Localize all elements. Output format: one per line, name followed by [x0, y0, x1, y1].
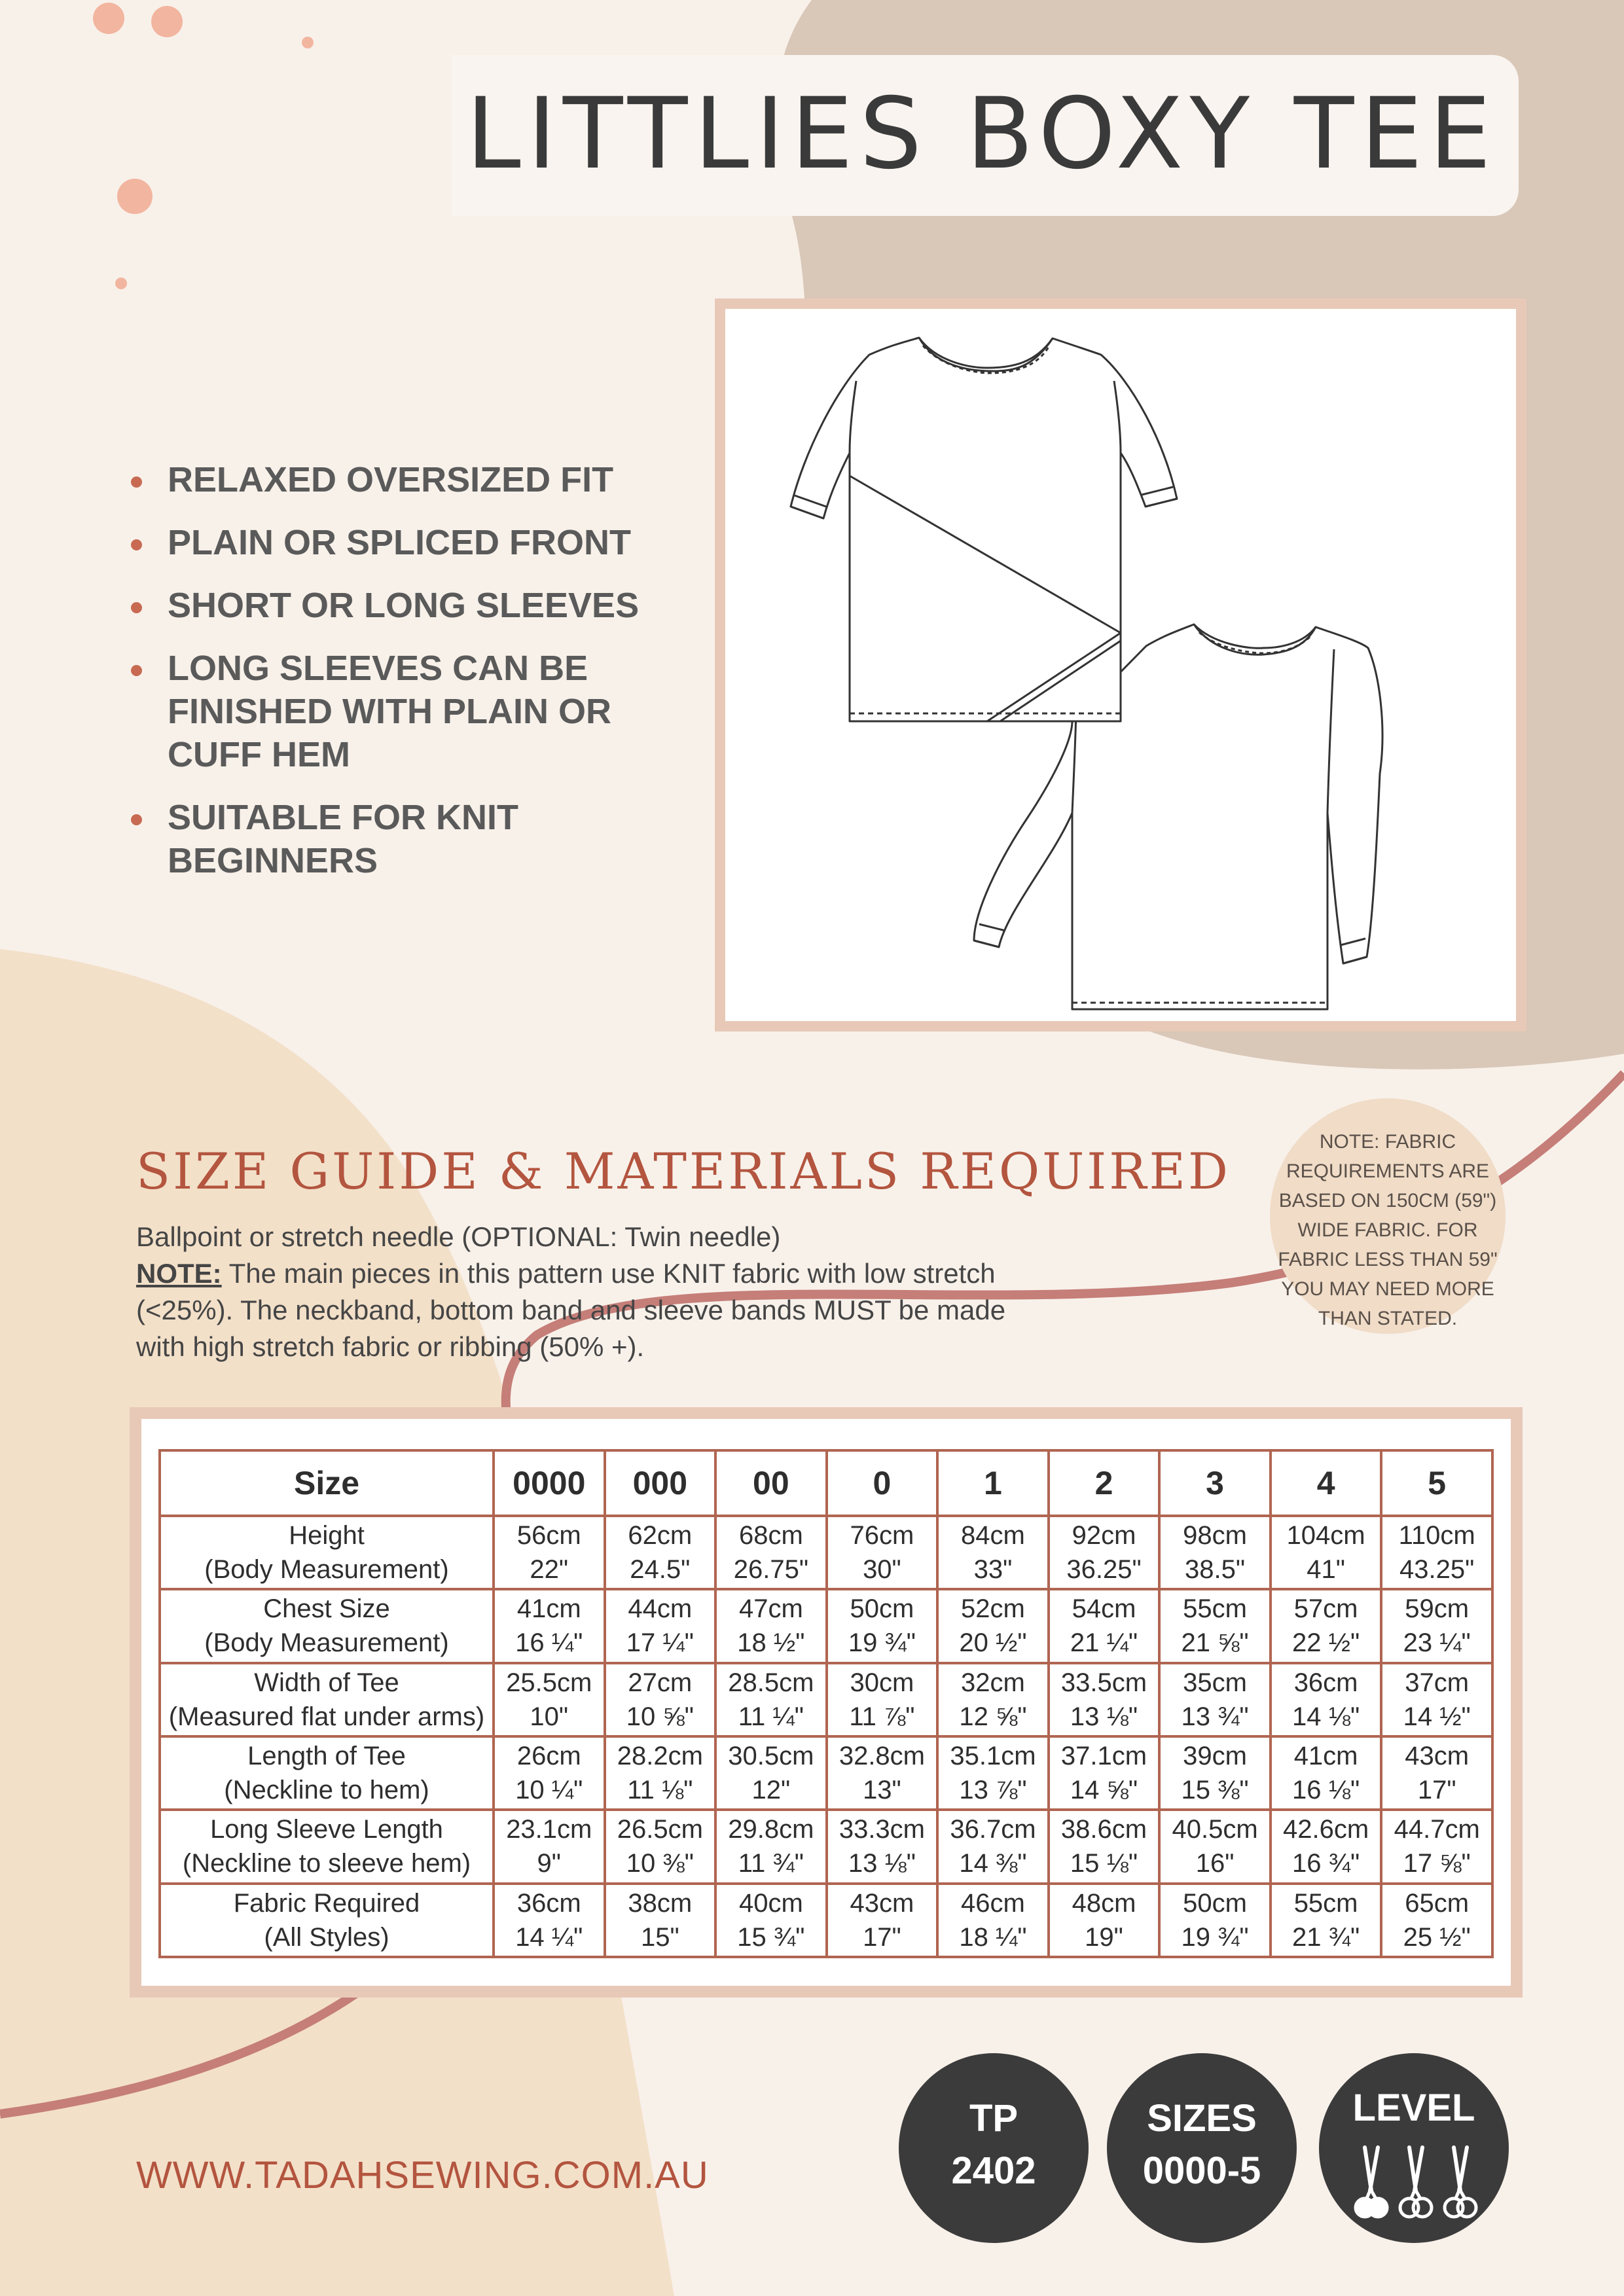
measurement-cell: [605, 1516, 716, 1589]
measurement-value: 65cm: [1405, 1888, 1470, 1918]
measurement-value: 42.6cm: [1283, 1815, 1369, 1844]
row-label-line: Long Sleeve Length: [210, 1815, 443, 1844]
measurement-value: 33.3cm: [839, 1815, 925, 1844]
note-label: NOTE:: [136, 1258, 222, 1289]
measurement-value: 9": [537, 1849, 561, 1878]
measurement-value: 15 ¾": [737, 1922, 805, 1952]
size-header: 3: [1159, 1450, 1271, 1516]
measurement-value: 27cm: [628, 1668, 693, 1697]
row-label: [160, 1663, 494, 1736]
measurement-value: 62cm: [628, 1521, 693, 1551]
badge-line: 2402: [951, 2149, 1036, 2192]
measurement-cell: [1271, 1516, 1382, 1589]
measurement-cell: [937, 1884, 1049, 1957]
measurement-value: 19": [1085, 1922, 1123, 1952]
measurement-value: 44.7cm: [1394, 1815, 1480, 1844]
row-label-line: (All Styles): [264, 1922, 389, 1952]
measurement-value: 92cm: [1072, 1521, 1136, 1551]
measurement-cell: [1271, 1810, 1382, 1883]
measurement-cell: [1049, 1736, 1160, 1810]
measurement-value: 30.5cm: [728, 1742, 814, 1771]
measurement-cell: [605, 1736, 716, 1810]
measurement-value: 57cm: [1293, 1594, 1358, 1624]
measurement-cell: [1049, 1663, 1160, 1736]
measurement-value: 11 ¾": [738, 1849, 804, 1878]
measurement-value: 20 ½": [959, 1628, 1027, 1658]
measurement-value: 104cm: [1286, 1521, 1365, 1551]
measurement-value: 44cm: [628, 1594, 693, 1624]
measurement-value: 13": [863, 1776, 901, 1805]
measurement-cell: [605, 1810, 716, 1883]
measurement-value: 55cm: [1293, 1888, 1358, 1918]
feature-item: SHORT OR LONG SLEEVES: [128, 584, 652, 627]
feature-item: RELAXED OVERSIZED FIT: [128, 458, 652, 501]
measurement-cell: [827, 1516, 938, 1589]
measurement-value: 40.5cm: [1172, 1815, 1258, 1844]
measurement-value: 39cm: [1183, 1742, 1247, 1771]
row-label-line: (Neckline to sleeve hem): [182, 1849, 471, 1878]
measurement-cell: [605, 1663, 716, 1736]
badge-line: LEVEL: [1352, 2087, 1475, 2129]
fabric-note-text: NOTE: FABRIC REQUIREMENTS ARE BASED ON 150CM (59") WIDE FABRIC. FOR FABRIC LESS THAN 59" YOU MAY NEED MORE THAN STATED.: [1278, 1131, 1498, 1329]
measurement-cell: [605, 1589, 716, 1662]
measurement-value: 15": [640, 1922, 679, 1952]
row-label-line: (Measured flat under arms): [168, 1702, 485, 1731]
table-row: [160, 1884, 1492, 1957]
measurement-value: 23 ¼": [1403, 1628, 1471, 1658]
measurement-value: 13 ⅛": [1070, 1702, 1138, 1731]
measurement-value: 18 ½": [737, 1628, 805, 1658]
measurement-cell: [715, 1589, 827, 1662]
measurement-value: 38.6cm: [1060, 1815, 1147, 1844]
badge-line: 0000-5: [1142, 2149, 1261, 2192]
measurement-value: 25.5cm: [506, 1668, 592, 1697]
measurement-value: 11 ¼": [738, 1702, 804, 1731]
measurement-value: 37.1cm: [1060, 1742, 1147, 1771]
measurement-value: 22 ½": [1292, 1628, 1360, 1658]
measurement-value: 14 ⅝": [1070, 1776, 1138, 1805]
level-scissors: [1345, 2145, 1483, 2230]
measurement-cell: [494, 1884, 605, 1957]
table-row: [160, 1516, 1492, 1589]
measurement-cell: [1159, 1736, 1271, 1810]
measurement-value: 22": [530, 1555, 569, 1585]
size-header-label: Size: [160, 1450, 494, 1516]
size-header: 4: [1271, 1450, 1382, 1516]
table-row: [160, 1810, 1492, 1883]
measurement-cell: [1159, 1663, 1271, 1736]
measurement-value: 19 ¾": [1181, 1922, 1249, 1952]
fabric-requirement-note: [136, 1255, 1013, 1365]
measurement-value: 33": [973, 1555, 1013, 1585]
measurement-cell: [1381, 1589, 1492, 1662]
scissors-part: [1365, 2147, 1378, 2191]
measurement-value: 56cm: [516, 1521, 581, 1551]
size-table-frame: [130, 1407, 1523, 1998]
scissors-icon: [1356, 2147, 1387, 2217]
measurement-cell: [1159, 1884, 1271, 1957]
measurement-value: 32.8cm: [839, 1742, 925, 1771]
measurement-cell: [1049, 1884, 1160, 1957]
size-header: 0000: [494, 1450, 605, 1516]
row-label-line: (Body Measurement): [204, 1555, 449, 1585]
measurement-value: 21 ⅝": [1181, 1628, 1249, 1658]
level-badge: [1319, 2053, 1509, 2243]
needle-requirement: Ballpoint or stretch needle (OPTIONAL: Twin needle): [136, 1221, 781, 1252]
measurement-cell: [1381, 1884, 1492, 1957]
measurement-value: 16 ⅛": [1292, 1776, 1360, 1805]
measurement-value: 41cm: [1293, 1742, 1358, 1771]
measurement-value: 26.5cm: [617, 1815, 703, 1844]
measurement-value: 36cm: [516, 1888, 581, 1918]
measurement-value: 38.5": [1185, 1555, 1246, 1585]
scissors-part: [1455, 2191, 1466, 2200]
measurement-value: 36cm: [1293, 1668, 1358, 1697]
measurement-value: 16 ¾": [1292, 1849, 1360, 1878]
measurement-cell: [827, 1663, 938, 1736]
size-header: 2: [1049, 1450, 1160, 1516]
measurement-value: 21 ¼": [1070, 1628, 1138, 1658]
row-label-line: Length of Tee: [247, 1742, 406, 1771]
website-link[interactable]: WWW.TADAHSEWING.COM.AU: [136, 2154, 709, 2197]
row-label: [160, 1736, 494, 1810]
measurement-value: 28.2cm: [617, 1742, 703, 1771]
measurement-cell: [715, 1884, 827, 1957]
table-row: [160, 1589, 1492, 1662]
measurement-cell: [1271, 1736, 1382, 1810]
section-title: SIZE GUIDE & MATERIALS REQUIRED: [136, 1142, 1231, 1200]
measurement-value: 23.1cm: [506, 1815, 592, 1844]
measurement-value: 37cm: [1405, 1668, 1470, 1697]
measurement-value: 12 ⅝": [959, 1702, 1027, 1731]
measurement-value: 14 ½": [1403, 1702, 1471, 1731]
measurement-cell: [1049, 1810, 1160, 1883]
scissors-part: [1458, 2198, 1476, 2217]
measurement-value: 10 ⅜": [626, 1849, 694, 1878]
measurement-value: 41cm: [516, 1594, 581, 1624]
measurement-value: 16 ¼": [515, 1628, 583, 1658]
measurement-value: 18 ¼": [959, 1922, 1027, 1952]
size-header: 000: [605, 1450, 716, 1516]
measurement-value: 13 ⅛": [848, 1849, 916, 1878]
row-label: [160, 1589, 494, 1662]
measurement-value: 29.8cm: [728, 1815, 814, 1844]
row-label-line: Fabric Required: [233, 1888, 420, 1918]
tee-flat-drawings: [725, 309, 1516, 1021]
measurement-value: 50cm: [850, 1594, 914, 1624]
measurement-cell: [494, 1663, 605, 1736]
pattern-number-badge: [899, 2053, 1089, 2243]
scissors-part: [1454, 2147, 1467, 2191]
decor-dot: [93, 3, 124, 34]
measurement-value: 17 ⅝": [1403, 1849, 1471, 1878]
scissors-part: [1366, 2191, 1377, 2200]
measurement-cell: [827, 1736, 938, 1810]
measurement-value: 46cm: [961, 1888, 1025, 1918]
measurement-value: 26cm: [516, 1742, 581, 1771]
measurement-value: 110cm: [1398, 1521, 1475, 1551]
measurement-value: 14 ¼": [515, 1922, 583, 1952]
measurement-value: 35.1cm: [950, 1742, 1036, 1771]
measurement-value: 16": [1195, 1849, 1235, 1878]
measurement-value: 15 ⅜": [1181, 1776, 1249, 1805]
page-title: LITTLIES BOXY TEE: [466, 77, 1498, 191]
feature-item: LONG SLEEVES CAN BE FINISHED WITH PLAIN OR CUFF HEM: [128, 647, 652, 776]
measurement-cell: [1159, 1589, 1271, 1662]
measurement-value: 13 ⅞": [959, 1776, 1027, 1805]
measurement-value: 68cm: [738, 1521, 803, 1551]
decor-dot: [117, 179, 153, 214]
garment-illustration-frame: [715, 298, 1526, 1031]
measurement-cell: [937, 1663, 1049, 1736]
measurement-cell: [715, 1516, 827, 1589]
decor-dot: [302, 37, 314, 48]
measurement-value: 40cm: [738, 1888, 803, 1918]
measurement-value: 32cm: [961, 1668, 1025, 1697]
measurement-cell: [715, 1810, 827, 1883]
measurement-value: 48cm: [1072, 1888, 1136, 1918]
measurement-cell: [1049, 1516, 1160, 1589]
row-label: [160, 1810, 494, 1883]
measurement-value: 25 ½": [1403, 1922, 1471, 1952]
measurement-value: 11 ⅞": [849, 1702, 915, 1731]
measurement-value: 10 ⅝": [626, 1702, 694, 1731]
measurement-value: 10": [530, 1702, 569, 1731]
measurement-value: 38cm: [628, 1888, 693, 1918]
size-header: 1: [937, 1450, 1049, 1516]
measurement-value: 14 ⅛": [1292, 1702, 1360, 1731]
measurement-cell: [1381, 1663, 1492, 1736]
measurement-value: 21 ¾": [1292, 1922, 1360, 1952]
measurement-value: 36.25": [1066, 1555, 1142, 1585]
row-label-line: Width of Tee: [254, 1668, 399, 1697]
row-label-line: (Neckline to hem): [224, 1776, 429, 1805]
measurement-value: 30": [863, 1555, 901, 1585]
measurement-value: 33.5cm: [1060, 1668, 1147, 1697]
measurement-cell: [1159, 1516, 1271, 1589]
measurement-cell: [715, 1663, 827, 1736]
measurement-value: 50cm: [1183, 1888, 1247, 1918]
scissors-part: [1409, 2147, 1422, 2191]
measurement-value: 43cm: [1405, 1742, 1470, 1771]
measurement-value: 43cm: [850, 1888, 914, 1918]
measurement-cell: [937, 1810, 1049, 1883]
measurement-cell: [1381, 1736, 1492, 1810]
measurement-cell: [1049, 1589, 1160, 1662]
measurement-value: 41": [1307, 1555, 1345, 1585]
size-header: 0: [827, 1450, 938, 1516]
garment-illustration: [725, 309, 1516, 1021]
measurement-value: 11 ⅛": [627, 1776, 693, 1805]
measurement-value: 28.5cm: [728, 1668, 814, 1697]
materials-text: [136, 1219, 1013, 1365]
measurement-value: 14 ⅜": [959, 1849, 1027, 1878]
measurement-cell: [1271, 1663, 1382, 1736]
row-label: [160, 1516, 494, 1589]
feature-list: [128, 458, 652, 902]
measurement-value: 84cm: [961, 1521, 1025, 1551]
row-label-line: Chest Size: [263, 1594, 390, 1624]
sizes-badge: [1107, 2053, 1297, 2243]
measurement-value: 43.25": [1399, 1555, 1475, 1585]
measurement-value: 54cm: [1072, 1594, 1136, 1624]
row-label-line: Height: [289, 1521, 365, 1551]
measurement-cell: [1381, 1810, 1492, 1883]
size-table-panel: [141, 1419, 1511, 1986]
measurement-cell: [827, 1810, 938, 1883]
measurement-cell: [494, 1810, 605, 1883]
table-row: [160, 1663, 1492, 1736]
measurement-value: 10 ¼": [515, 1776, 583, 1805]
decor-dot: [115, 278, 127, 289]
badge-line: TP: [969, 2097, 1019, 2140]
measurement-value: 15 ⅛": [1070, 1849, 1138, 1878]
scissors-icon: [1445, 2147, 1476, 2217]
size-header: 00: [715, 1450, 827, 1516]
size-table-body: [160, 1516, 1492, 1957]
measurement-value: 98cm: [1183, 1521, 1247, 1551]
measurement-value: 17": [863, 1922, 901, 1952]
measurement-value: 55cm: [1183, 1594, 1247, 1624]
measurement-value: 19 ¾": [848, 1628, 916, 1658]
scissors-icon: [1400, 2147, 1432, 2217]
size-header: 5: [1381, 1450, 1492, 1516]
size-header-row: [160, 1450, 1492, 1516]
measurement-value: 24.5": [630, 1555, 691, 1585]
scissors-part: [1411, 2191, 1421, 2200]
measurement-value: 12": [751, 1776, 791, 1805]
measurement-cell: [494, 1589, 605, 1662]
measurement-cell: [937, 1589, 1049, 1662]
measurement-value: 17": [1417, 1776, 1456, 1805]
measurement-value: 47cm: [738, 1594, 803, 1624]
short-sleeve-tee-drawing: [791, 338, 1177, 721]
size-table: [158, 1449, 1494, 1958]
measurement-value: 17 ¼": [626, 1628, 694, 1658]
scissors-part: [1413, 2198, 1432, 2217]
measurement-cell: [1381, 1516, 1492, 1589]
measurement-value: 35cm: [1183, 1668, 1247, 1697]
measurement-cell: [827, 1589, 938, 1662]
measurement-cell: [827, 1884, 938, 1957]
measurement-value: 36.7cm: [950, 1815, 1036, 1844]
decor-dot: [151, 6, 183, 37]
measurement-value: 13 ¾": [1181, 1702, 1249, 1731]
measurement-cell: [494, 1516, 605, 1589]
row-label-line: (Body Measurement): [204, 1628, 449, 1658]
measurement-value: 30cm: [850, 1668, 914, 1697]
measurement-value: 52cm: [961, 1594, 1025, 1624]
measurement-cell: [1271, 1884, 1382, 1957]
measurement-cell: [937, 1736, 1049, 1810]
measurement-value: 26.75": [733, 1555, 809, 1585]
row-label: [160, 1884, 494, 1957]
table-row: [160, 1736, 1492, 1810]
measurement-value: 76cm: [850, 1521, 914, 1551]
measurement-cell: [494, 1736, 605, 1810]
measurement-cell: [1271, 1589, 1382, 1662]
feature-item: SUITABLE FOR KNIT BEGINNERS: [128, 796, 652, 882]
measurement-cell: [715, 1736, 827, 1810]
feature-item: PLAIN OR SPLICED FRONT: [128, 521, 652, 564]
measurement-cell: [605, 1884, 716, 1957]
measurement-cell: [1159, 1810, 1271, 1883]
scissors-part: [1369, 2198, 1387, 2217]
measurement-value: 59cm: [1405, 1594, 1470, 1624]
note-text: The main pieces in this pattern use KNIT fabric with low stretch (<25%). The neckband, bottom band and sleeve bands MUST be made with high stretch fabric or ribbing (50% +).: [136, 1258, 1006, 1362]
badge-line: SIZES: [1147, 2097, 1257, 2140]
measurement-cell: [937, 1516, 1049, 1589]
